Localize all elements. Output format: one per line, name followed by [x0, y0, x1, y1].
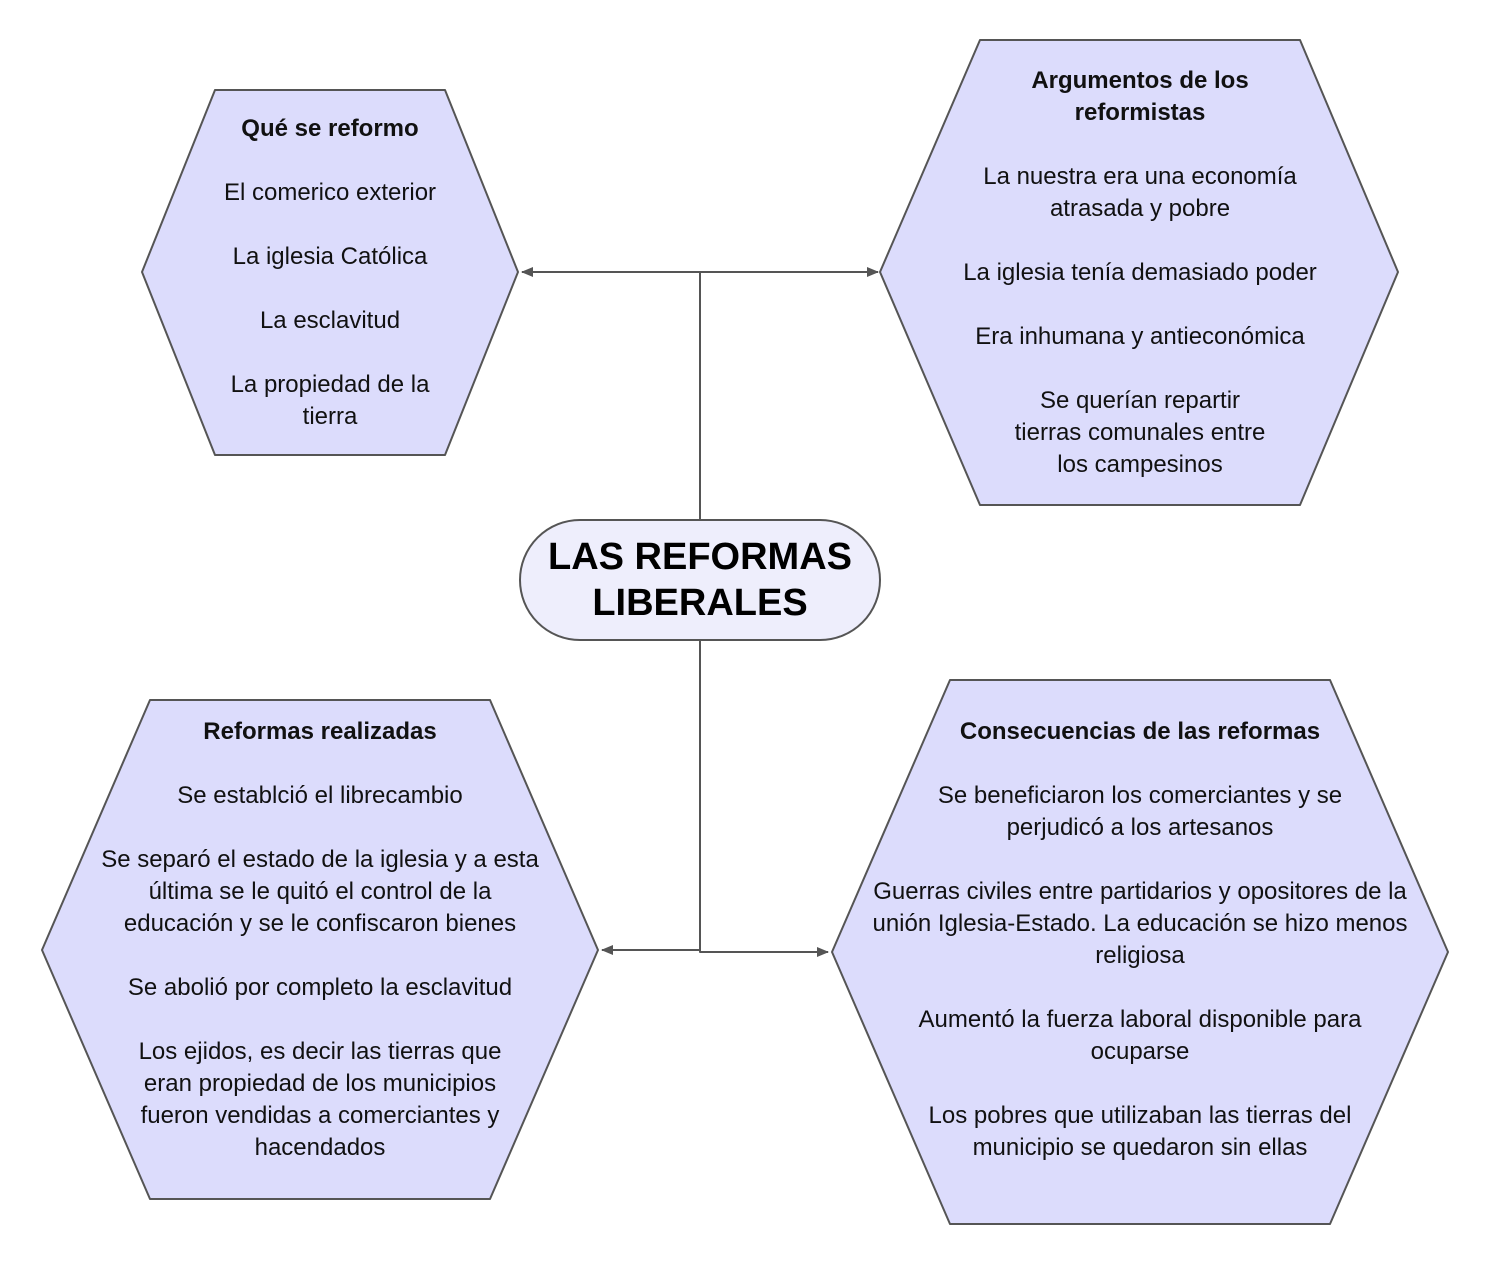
- top-left-item: La propiedad de la tierra: [230, 370, 430, 430]
- bottom-right-title: Consecuencias de las reformas: [959, 718, 1321, 745]
- connector-to-bottom-left: [602, 640, 700, 950]
- top-left-title: Qué se reformo: [241, 114, 419, 142]
- bottom-right-content: [845, 680, 1435, 1200]
- bottom-left-title: Reformas realizadas: [203, 718, 437, 745]
- top-left-item: La esclavitud: [259, 306, 401, 334]
- top-left-item: El comerico exterior: [223, 178, 437, 206]
- connector-to-bottom-right: [700, 640, 828, 952]
- top-right-item: Era inhumana y antieconómica: [975, 322, 1305, 350]
- center-title: [520, 520, 880, 640]
- bottom-left-item: Se abolió por completo la esclavitud: [127, 974, 513, 1001]
- connector-to-top-left: [522, 272, 700, 520]
- bottom-right-item: Los pobres que utilizaban las tierras del municipio se quedaron sin ellas: [928, 1102, 1352, 1161]
- top-left-content: [195, 90, 465, 455]
- top-right-item: La nuestra era una economía atrasada y pobre: [983, 162, 1297, 222]
- top-right-content: [935, 40, 1345, 505]
- top-right-title: Argumentos de los reformistas: [1031, 66, 1249, 126]
- top-right-item: Se querían repartir tierras comunales entre los campesinos: [1014, 386, 1266, 478]
- center-title-line-1: LAS REFORMAS: [548, 536, 852, 578]
- connector-to-top-right: [700, 272, 878, 520]
- bottom-right-item: Se beneficiaron los comerciantes y se perjudicó a los artesanos: [937, 782, 1343, 841]
- top-left-item: La iglesia Católica: [232, 242, 428, 270]
- bottom-left-item: Se establció el librecambio: [177, 782, 463, 809]
- bottom-right-item: Aumentó la fuerza laboral disponible para ocuparse: [918, 1006, 1362, 1065]
- top-right-item: La iglesia tenía demasiado poder: [963, 258, 1317, 286]
- bottom-left-item: Los ejidos, es decir las tierras que eran propiedad de los municipios fueron vendidas a comerciantes y hacendados: [138, 1038, 502, 1161]
- center-title-line-2: LIBERALES: [592, 582, 808, 624]
- bottom-right-item: Guerras civiles entre partidarios y opositores de la unión Iglesia-Estado. La educación se hizo menos religiosa: [872, 878, 1408, 969]
- bottom-left-content: [92, 700, 548, 1180]
- bottom-left-item: Se separó el estado de la iglesia y a esta última se le quitó el control de la educación y se le confiscaron bienes: [101, 846, 539, 937]
